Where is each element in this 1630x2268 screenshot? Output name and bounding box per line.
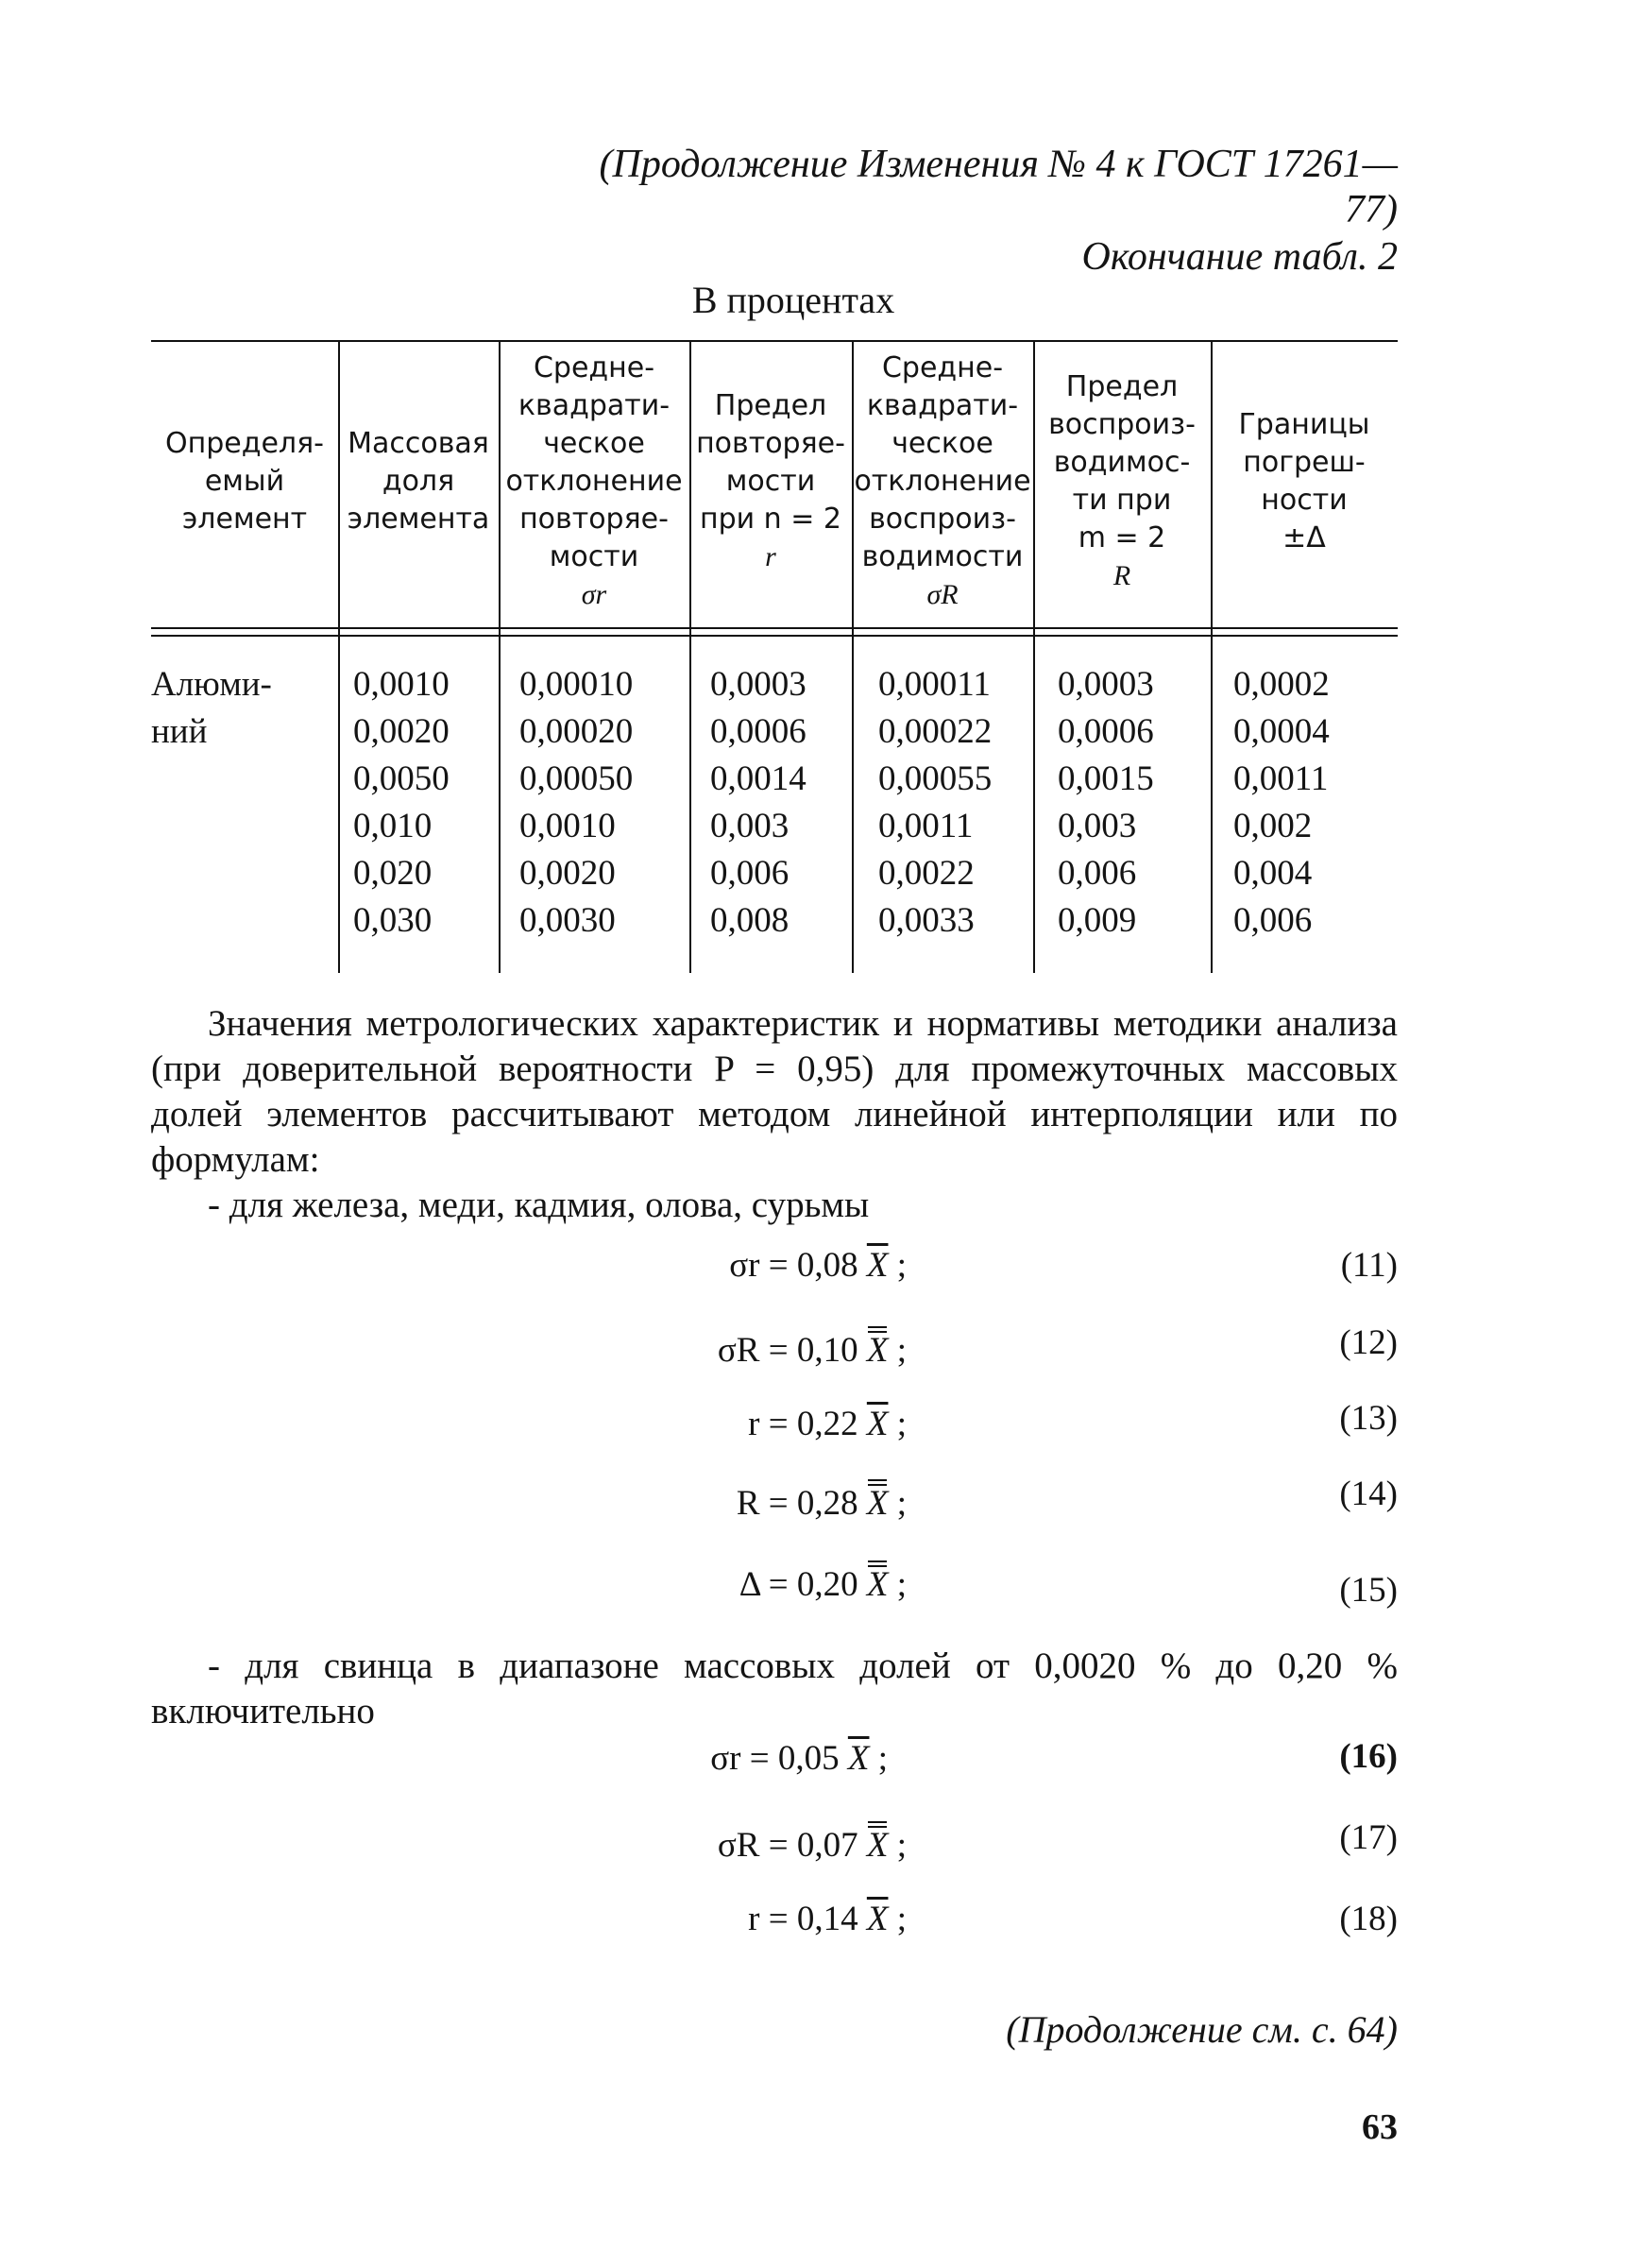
formula-lhs: σR = 0,10 [717, 1331, 858, 1370]
header-text: Массовая доля элемента [347, 427, 490, 536]
table-cell: 0,010 [353, 807, 433, 845]
formula-lhs: σr = 0,05 [710, 1739, 840, 1778]
formula-18: r = 0,14 $\overline{X}$ ; [748, 1900, 907, 1938]
header-symbol: R [1112, 560, 1131, 591]
table-cell: 0,006 [1058, 854, 1137, 893]
header-text: Предел повторяе- мости при n = 2 [696, 389, 845, 536]
table-cell: 0,004 [1233, 854, 1313, 893]
formula-variable: $\overline{X}$ [866, 1246, 889, 1285]
formula-lhs: σR = 0,07 [717, 1826, 858, 1865]
bullet-iron-copper: - для железа, меди, кадмия, олова, сурьмы [208, 1185, 870, 1225]
body-paragraph: Значения метрологических характеристик и нормативы методики анализа (при доверительной вероятности P = 0,95) для промежуточных массовых долей элементов рассчитывают методом линейной интерполяции или по формулам: [151, 1003, 1398, 1180]
table-cell: 0,00050 [519, 759, 634, 798]
table-cell: 0,030 [353, 901, 433, 940]
bullet-lead: - для свинца в диапазоне массовых долей от 0,0020 % до 0,20 % включительно [151, 1646, 1398, 1731]
table-cell: 0,0011 [1233, 759, 1329, 798]
column-mass-fraction [353, 661, 450, 945]
formula-lhs: σr = 0,08 [729, 1246, 858, 1285]
table-cell: 0,0050 [353, 759, 450, 798]
formula-16: σr = 0,05 $\overline{X}$ ; [710, 1739, 888, 1778]
formula-variable: $\overline{X}$ [847, 1739, 870, 1778]
column-sd-reproducibility [878, 661, 992, 945]
formula-15: Δ = 0,20 X ; [739, 1565, 907, 1604]
formula-number: (13) [1339, 1399, 1398, 1438]
document-header: (Продолжение Изменения № 4 к ГОСТ 17261—77) [599, 143, 1398, 231]
formula-variable: X [866, 1826, 889, 1865]
header-reproducibility-limit [1033, 340, 1211, 623]
table-cell: 0,0006 [1058, 712, 1154, 751]
column-repeatability-limit [710, 661, 807, 945]
formula-lhs: R = 0,28 [736, 1484, 858, 1523]
column-error-bounds [1233, 661, 1330, 945]
table-cell: 0,00020 [519, 712, 634, 751]
formula-number: (11) [1340, 1246, 1398, 1285]
table-cell: 0,00022 [878, 712, 993, 751]
header-symbol: σR [926, 579, 959, 610]
formula-lhs: r = 0,14 [748, 1900, 858, 1938]
header-symbol: σr [581, 579, 607, 610]
table-cell: 0,008 [710, 901, 790, 940]
header-text: Средне- квадрати- ческое отклонение повторяе- мости [505, 351, 683, 573]
table-cell: 0,0010 [353, 665, 450, 704]
table-cell: 0,0006 [710, 712, 807, 751]
header-sd-reproducibility [852, 340, 1033, 623]
formula-variable: $\overline{X}$ [866, 1405, 889, 1443]
header-text: Границы погреш- ности ±Δ [1238, 408, 1370, 554]
header-sd-repeatability [499, 340, 689, 623]
table-cell: 0,0033 [878, 901, 975, 940]
table-cell: 0,006 [710, 854, 790, 893]
table-cell: 0,00011 [878, 665, 991, 704]
formula-number: (12) [1339, 1323, 1398, 1362]
table-cell: 0,002 [1233, 807, 1313, 845]
header-text: Определя- емый элемент [165, 427, 324, 536]
header-symbol: r [765, 541, 776, 572]
table-cell: 0,0003 [1058, 665, 1154, 704]
formula-variable: X [866, 1565, 889, 1604]
formula-number: (14) [1339, 1475, 1398, 1513]
page-number: 63 [1362, 2107, 1398, 2147]
table-cell: 0,0022 [878, 854, 975, 893]
table-cell: 0,003 [710, 807, 790, 845]
element-name: Алюми- ний [151, 665, 272, 751]
table-cell: 0,0030 [519, 901, 616, 940]
formula-variable: X [866, 1484, 889, 1523]
table-cell: 0,00055 [878, 759, 993, 798]
formula-number: (18) [1339, 1900, 1398, 1938]
table-cell: 0,0010 [519, 807, 616, 845]
table-cell: 0,0003 [710, 665, 807, 704]
table-cell: 0,0011 [878, 807, 974, 845]
column-reproducibility-limit [1058, 661, 1154, 945]
formula-12: σR = 0,10 X ; [717, 1331, 907, 1370]
table-cell: 0,0020 [519, 854, 616, 893]
header-element [151, 340, 338, 623]
table-cell: 0,009 [1058, 901, 1137, 940]
formula-14: R = 0,28 X ; [736, 1484, 907, 1523]
formula-lhs: r = 0,22 [748, 1405, 858, 1443]
formula-lhs: Δ = 0,20 [739, 1565, 858, 1604]
table-cell: 0,006 [1233, 901, 1313, 940]
header-error-bounds [1211, 340, 1398, 623]
formula-11: σr = 0,08 $\overline{X}$ ; [729, 1246, 907, 1285]
table-cell: 0,0002 [1233, 665, 1330, 704]
table-cell: 0,020 [353, 854, 433, 893]
footer-continuation: (Продолжение см. с. 64) [1006, 2008, 1398, 2051]
column-sd-repeatability [519, 661, 633, 945]
table-cell: 0,0004 [1233, 712, 1330, 751]
table-caption: Окончание табл. 2 [1081, 235, 1398, 279]
header-text: Предел воспроиз- водимос- ти при m = 2 [1048, 370, 1196, 554]
formula-17: σR = 0,07 X ; [717, 1826, 907, 1865]
formula-number: (17) [1339, 1818, 1398, 1857]
table-cell: 0,0020 [353, 712, 450, 751]
table-cell: 0,0014 [710, 759, 807, 798]
metrology-table [151, 340, 1398, 973]
unit-note: В процентах [691, 279, 895, 321]
header-text: Средне- квадрати- ческое отклонение воспроиз- водимости [854, 351, 1031, 573]
table-cell: 0,003 [1058, 807, 1137, 845]
formula-variable: $\overline{X}$ [866, 1900, 889, 1938]
formula-13: r = 0,22 $\overline{X}$ ; [748, 1405, 907, 1443]
formula-variable: X [866, 1331, 889, 1370]
formula-number: (16) [1339, 1737, 1398, 1776]
header-mass-fraction [338, 340, 499, 623]
formula-number: (15) [1339, 1571, 1398, 1610]
header-repeatability-limit [689, 340, 852, 623]
table-cell: 0,0015 [1058, 759, 1154, 798]
table-cell: 0,00010 [519, 665, 634, 704]
